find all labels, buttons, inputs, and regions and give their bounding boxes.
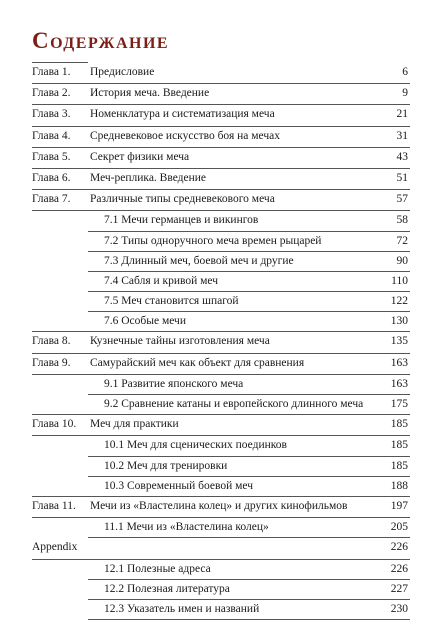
page-number: 227 — [390, 582, 408, 595]
section-title: 11.1 Мечи из «Властелина колец» — [104, 521, 269, 534]
chapter-number: Глава 4. — [32, 129, 71, 142]
page-number: 110 — [391, 274, 408, 287]
toc-entry — [32, 332, 410, 353]
section-title: 9.2 Сравнение катаны и европейского длинного меча — [104, 398, 364, 410]
chapter-number: Глава 11. — [32, 499, 76, 512]
page-number: 175 — [390, 398, 408, 410]
toc-entry — [32, 436, 410, 456]
section-title: 7.2 Типы одноручного меча времен рыцарей — [104, 234, 322, 247]
page-number: 226 — [390, 541, 408, 554]
toc-entry — [32, 292, 410, 312]
toc-entry — [32, 497, 410, 518]
toc-entry — [32, 252, 410, 272]
page-number: 130 — [390, 315, 408, 328]
section-title: 10.3 Современный боевой меч — [104, 479, 254, 492]
page-number: 122 — [390, 295, 408, 308]
page-number: 135 — [390, 335, 408, 348]
chapter-title: Номенклатура и систематизация меча — [90, 108, 275, 121]
page-title: Содержание — [32, 28, 170, 53]
toc-entry — [32, 600, 410, 620]
chapter-title: Различные типы средневекового меча — [90, 193, 275, 206]
chapter-title: Предисловие — [90, 66, 155, 78]
section-title: 7.6 Особые мечи — [104, 315, 186, 328]
chapter-number: Глава 9. — [32, 356, 71, 369]
page-number: 185 — [390, 439, 408, 452]
section-title: 7.5 Меч становится шпагой — [104, 295, 239, 308]
page-number: 185 — [390, 418, 408, 431]
chapter-number: Глава 1. — [32, 66, 71, 78]
toc-entry — [32, 169, 410, 190]
section-title: 7.4 Сабля и кривой меч — [104, 274, 219, 287]
toc-entry — [32, 354, 410, 375]
toc-entry — [32, 375, 410, 395]
page-number: 57 — [396, 193, 408, 206]
page-number: 163 — [390, 377, 408, 390]
toc-entry — [32, 477, 410, 497]
chapter-number: Глава 3. — [32, 108, 71, 121]
toc-entry — [32, 312, 410, 332]
toc-entry — [32, 580, 410, 600]
toc-entry — [32, 457, 410, 477]
page-number: 72 — [396, 234, 408, 247]
page-number: 43 — [396, 150, 408, 163]
chapter-title: Секрет физики меча — [90, 150, 190, 163]
toc-entry — [32, 538, 410, 559]
toc-entry — [32, 232, 410, 252]
toc-entry — [32, 415, 410, 436]
section-title: 12.3 Указатель имен и названий — [104, 602, 260, 615]
page-number: 90 — [396, 254, 408, 267]
page-number: 226 — [390, 562, 408, 575]
page-number: 58 — [396, 214, 408, 227]
section-title: 7.3 Длинный меч, боевой меч и другие — [104, 254, 294, 267]
chapter-number: Глава 5. — [32, 150, 71, 163]
chapter-title: Средневековое искусство боя на мечах — [90, 129, 280, 142]
section-title: 7.1 Мечи германцев и викингов — [104, 214, 259, 227]
section-title: 12.2 Полезная литература — [104, 582, 230, 595]
toc-entry — [32, 560, 410, 580]
page-number: 6 — [402, 66, 408, 78]
page-number: 185 — [390, 459, 408, 472]
chapter-title: Самурайский меч как объект для сравнения — [90, 356, 305, 369]
section-title: 12.1 Полезные адреса — [104, 562, 211, 575]
section-title: 10.1 Меч для сценических поединков — [104, 439, 287, 452]
toc-entry — [32, 127, 410, 148]
chapter-title: Меч-реплика. Введение — [90, 171, 207, 184]
chapter-number: Глава 2. — [32, 87, 71, 100]
chapter-number: Глава 10. — [32, 418, 77, 431]
page-number: 188 — [390, 479, 408, 492]
toc-entry — [32, 190, 410, 211]
toc-entry — [32, 518, 410, 538]
chapter-number: Глава 8. — [32, 335, 71, 348]
chapter-number: Глава 6. — [32, 171, 71, 184]
toc-entry — [32, 395, 410, 415]
toc-entry — [32, 272, 410, 292]
chapter-title: Меч для практики — [90, 418, 179, 431]
chapter-title: История меча. Введение — [90, 87, 210, 100]
page-number: 197 — [390, 499, 408, 512]
toc-entry — [32, 63, 410, 84]
page-number: 21 — [396, 108, 408, 121]
chapter-title: Appendix — [32, 541, 78, 554]
section-title: 10.2 Меч для тренировки — [104, 459, 228, 472]
page-number: 230 — [390, 602, 408, 615]
page-number: 163 — [390, 356, 408, 369]
page-number: 31 — [396, 129, 408, 142]
toc-entry — [32, 148, 410, 169]
chapter-title: Мечи из «Властелина колец» и других кинофильмов — [90, 499, 348, 512]
toc-entry — [32, 84, 410, 105]
toc-entry — [32, 211, 410, 231]
chapter-number: Глава 7. — [32, 193, 71, 206]
toc-entry — [32, 105, 410, 126]
section-title: 9.1 Развитие японского меча — [104, 377, 244, 390]
page-number: 205 — [390, 521, 408, 534]
chapter-title: Кузнечные тайны изготовления меча — [90, 335, 270, 348]
page-number: 9 — [402, 87, 408, 100]
toc-list — [32, 63, 410, 620]
page-number: 51 — [396, 171, 408, 184]
